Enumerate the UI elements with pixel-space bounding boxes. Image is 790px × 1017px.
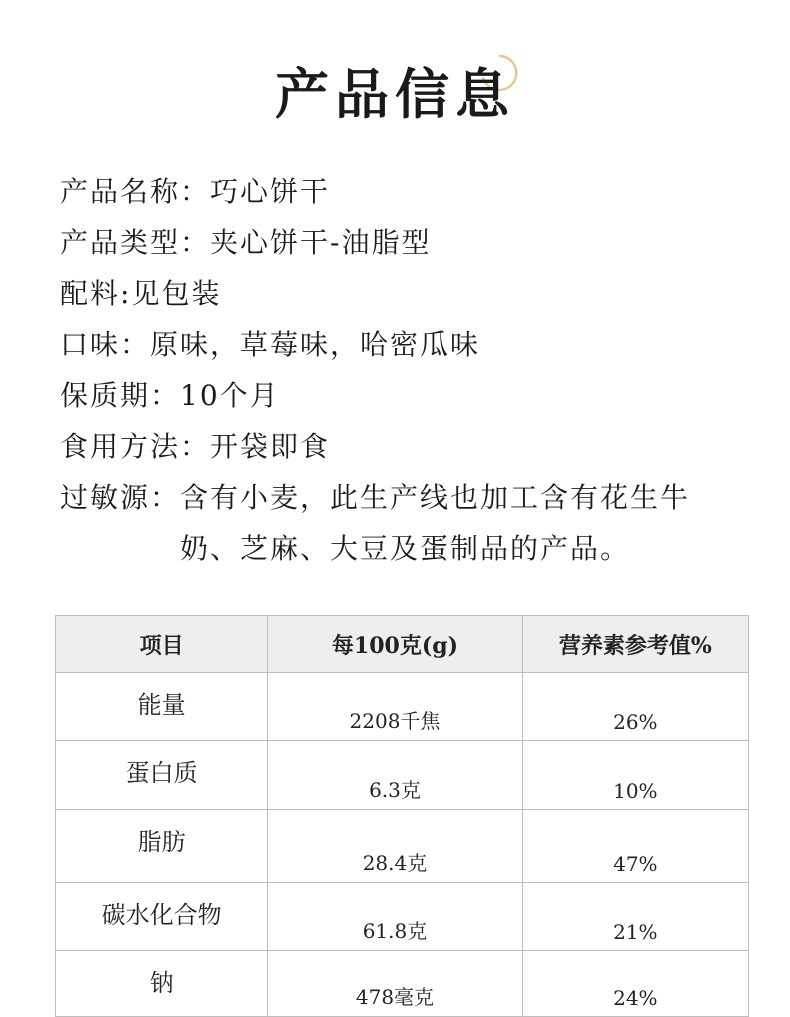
nutrient-name: 能量 [56, 673, 268, 741]
table-row [56, 673, 749, 741]
nutrient-name: 脂肪 [56, 810, 268, 883]
info-label: 过敏源： [60, 481, 181, 514]
info-label: 食用方法： [60, 430, 211, 463]
nutrient-name: 蛋白质 [56, 741, 268, 810]
nutrition-table [55, 615, 749, 1017]
info-label: 配料: [60, 277, 132, 310]
per100g-value: 6.3克 [268, 741, 522, 810]
info-value: 巧心饼干 [210, 175, 331, 208]
info-label: 口味： [60, 328, 151, 361]
per100g-value: 61.8克 [268, 883, 522, 951]
table-header-row [56, 616, 749, 673]
product-info-list [60, 166, 760, 574]
info-row-name [60, 166, 760, 217]
page-title: 产品信息 [275, 62, 515, 126]
per100g-value: 478毫克 [268, 951, 522, 1017]
nrv-value: 21% [522, 883, 748, 951]
info-label: 保质期： [60, 379, 181, 412]
table-row [56, 883, 749, 951]
nrv-value: 24% [522, 951, 748, 1017]
info-row-usage [60, 421, 760, 472]
info-value: 开袋即食 [210, 430, 331, 463]
nrv-value: 26% [522, 673, 748, 741]
info-value: 夹心饼干-油脂型 [210, 226, 432, 259]
info-value: 10个月 [180, 379, 280, 412]
nutrient-name: 碳水化合物 [56, 883, 268, 951]
info-value: 见包装 [131, 277, 222, 310]
nrv-value: 10% [522, 741, 748, 810]
table-row [56, 741, 749, 810]
info-label: 产品名称： [60, 175, 211, 208]
info-value: 原味，草莓味，哈密瓜味 [150, 328, 481, 361]
table-row [56, 951, 749, 1017]
title-section [0, 52, 790, 142]
table-row [56, 810, 749, 883]
per100g-value: 28.4克 [268, 810, 522, 883]
info-value: 含有小麦，此生产线也加工含有花生牛奶、芝麻、大豆及蛋制品的产品。 [180, 481, 691, 565]
info-row-ingredients [60, 268, 760, 319]
nrv-value: 47% [522, 810, 748, 883]
info-label: 产品类型： [60, 226, 211, 259]
header-item: 项目 [56, 616, 268, 673]
info-row-allergen [60, 472, 760, 574]
header-nrv: 营养素参考值% [522, 616, 748, 673]
info-row-type [60, 217, 760, 268]
header-per100g: 每100克(g) [268, 616, 522, 673]
nutrient-name: 钠 [56, 951, 268, 1017]
per100g-value: 2208千焦 [268, 673, 522, 741]
info-row-shelf-life [60, 370, 760, 421]
info-row-flavor [60, 319, 760, 370]
